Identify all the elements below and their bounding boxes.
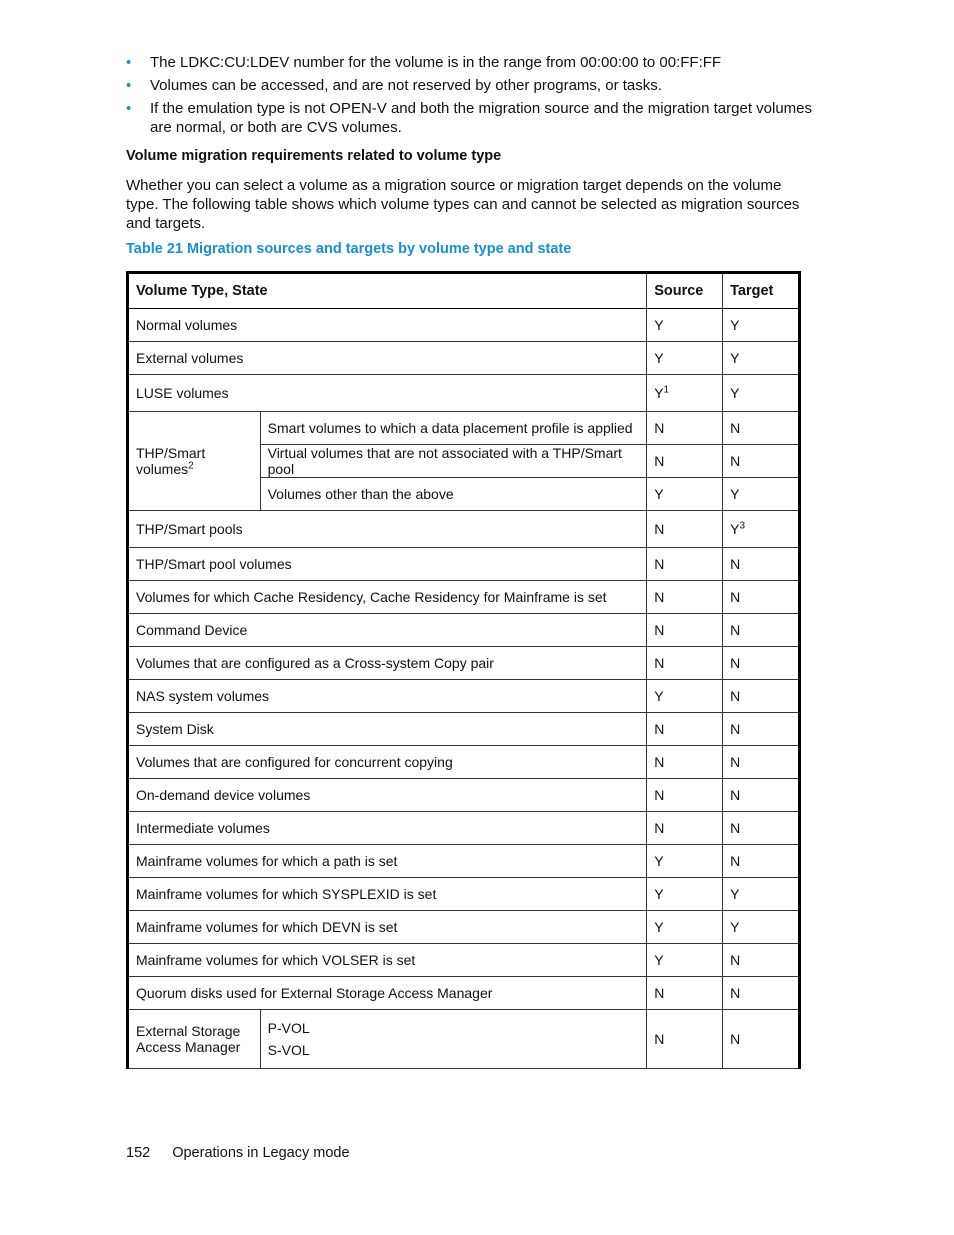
volume-type-cell: System Disk [128,713,647,746]
table-row [128,812,800,845]
table-row [128,911,800,944]
source-cell: N [647,812,723,845]
source-cell: N [647,511,723,548]
source-cell: Y [647,878,723,911]
footnote-marker: 3 [739,520,746,532]
table-row [128,779,800,812]
table-row [128,511,800,548]
volume-type-cell: NAS system volumes [128,680,647,713]
migration-table [126,271,801,1069]
source-cell: Y [647,309,723,342]
source-cell: Y [647,911,723,944]
target-cell: N [723,944,800,977]
target-cell: N [723,614,800,647]
volume-type-cell: THP/Smart pool volumes [128,548,647,581]
target-cell: N [723,680,800,713]
table-row [128,647,800,680]
source-cell: $Y^1$ [647,375,723,412]
source-cell: N [647,1010,723,1069]
header-target: Target [723,273,800,309]
volume-type-cell: Command Device [128,614,647,647]
table-row [128,845,800,878]
target-cell: Y [723,878,800,911]
intro-paragraph: Whether you can select a volume as a migration source or migration target depends on the volume type. The following table shows which volume types can and cannot be selected as migration sources and targets. [126,177,800,232]
table-caption: Table 21 Migration sources and targets by volume type and state [126,241,572,257]
table-row [128,614,800,647]
table-row [128,548,800,581]
group-cell: External Storage Access Manager [128,1010,261,1069]
table-row [128,412,800,445]
source-cell: N [647,412,723,445]
table-row [128,309,800,342]
table-row [128,944,800,977]
svol-label: S-VOL [267,1042,310,1058]
target-cell: Y [723,911,800,944]
source-cell: N [647,445,723,478]
page-footer [126,1145,350,1161]
target-cell: N [723,713,800,746]
source-cell: Y [647,845,723,878]
volume-type-cell: Mainframe volumes for which DEVN is set [128,911,647,944]
target-cell: N [723,845,800,878]
header-source: Source [647,273,723,309]
group-cell: THP/Smart volumes$^2$ [128,412,261,511]
source-cell: N [647,713,723,746]
bullet-icon: • [126,100,132,117]
table-row [128,680,800,713]
page-number: 152 [126,1145,151,1161]
volume-type-cell: External volumes [128,342,647,375]
target-cell: Y [723,309,800,342]
source-cell: N [647,548,723,581]
volume-type-cell: On-demand device volumes [128,779,647,812]
target-cell: $Y^3$ [723,511,800,548]
section-heading: Volume migration requirements related to volume type [126,148,502,164]
pvol-label: P-VOL [267,1020,310,1036]
source-cell: Y [647,680,723,713]
source-cell: N [647,647,723,680]
volume-type-cell: Intermediate volumes [128,812,647,845]
target-cell: N [723,581,800,614]
volume-type-cell: Quorum disks used for External Storage Access Manager [128,977,647,1010]
volume-type-cell: Volumes that are configured for concurrent copying [128,746,647,779]
sub-type-cell: Smart volumes to which a data placement profile is applied [260,412,647,445]
source-cell: N [647,614,723,647]
volume-type-cell: Volumes for which Cache Residency, Cache Residency for Mainframe is set [128,581,647,614]
table-row [128,375,800,412]
source-cell: N [647,779,723,812]
requirements-list [126,53,816,141]
table-row [128,342,800,375]
list-item: • Volumes can be accessed, and are not reserved by other programs, or tasks. [126,77,662,94]
bullet-icon: • [126,77,132,94]
target-cell: N [723,746,800,779]
target-cell: N [723,412,800,445]
target-cell: Y [723,342,800,375]
source-cell: N [647,977,723,1010]
target-cell: N [723,445,800,478]
volume-type-cell: Mainframe volumes for which a path is set [128,845,647,878]
sub-type-cell: Volumes other than the above [260,478,647,511]
bullet-icon: • [126,54,132,71]
footnote-marker: 2 [188,460,194,472]
volume-type-cell: Mainframe volumes for which VOLSER is set [128,944,647,977]
table-row [128,581,800,614]
volume-type-cell: Mainframe volumes for which SYSPLEXID is set [128,878,647,911]
volume-type-cell: Normal volumes [128,309,647,342]
list-item: • The LDKC:CU:LDEV number for the volume is in the range from 00:00:00 to 00:FF:FF [126,54,722,71]
table-header-row [128,273,800,309]
footer-section-title: Operations in Legacy mode [172,1145,350,1161]
header-volume-type: Volume Type, State [128,273,647,309]
target-cell: N [723,779,800,812]
source-cell: N [647,581,723,614]
sub-type-cell: Virtual volumes that are not associated with a THP/Smart pool [260,445,647,478]
target-cell: N [723,647,800,680]
list-item: • If the emulation type is not OPEN-V and both the migration source and the migration target volumes are normal, or both are CVS volumes. [126,100,813,136]
source-cell: Y [647,342,723,375]
sub-type-cell [260,1010,647,1069]
volume-type-cell: THP/Smart pools [128,511,647,548]
target-cell: Y [723,375,800,412]
volume-type-cell: LUSE volumes [128,375,647,412]
target-cell: N [723,548,800,581]
footnote-marker: 1 [663,384,670,396]
source-cell: Y [647,944,723,977]
table-row [128,746,800,779]
table-row [128,977,800,1010]
source-cell: N [647,746,723,779]
target-cell: N [723,1010,800,1069]
volume-type-cell: Volumes that are configured as a Cross-system Copy pair [128,647,647,680]
table-row [128,878,800,911]
target-cell: Y [723,478,800,511]
table-row [128,713,800,746]
source-cell: Y [647,478,723,511]
table-row [128,1010,800,1069]
target-cell: N [723,812,800,845]
target-cell: N [723,977,800,1010]
